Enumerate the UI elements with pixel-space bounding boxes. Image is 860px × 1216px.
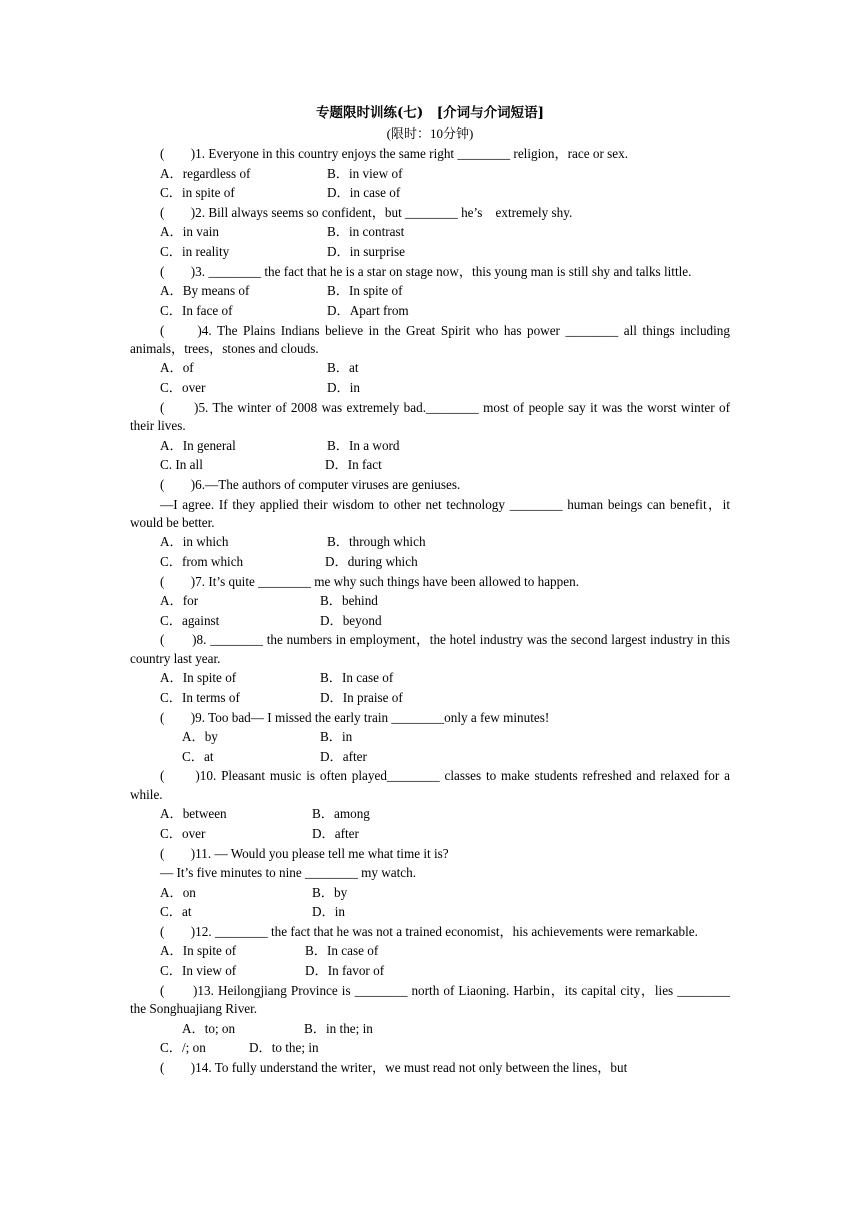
option-row	[130, 824, 730, 844]
question-stem: ( )5. The winter of 2008 was extremely bad.________ most of people say it was the worst winter of their lives.	[130, 399, 730, 434]
option-a[interactable]: A．in which	[160, 534, 229, 550]
question-11	[130, 845, 730, 922]
option-b[interactable]: B．in view of	[327, 165, 403, 181]
option-d[interactable]: D．in	[327, 379, 360, 395]
question-stem: ( )11. — Would you please tell me what time it is?	[160, 845, 449, 861]
question-stem: ( )9. Too bad— I missed the early train ________only a few minutes!	[160, 709, 550, 725]
question-13	[130, 982, 730, 1058]
option-b[interactable]: B．among	[312, 806, 370, 822]
option-row	[130, 552, 730, 572]
option-d[interactable]: D．after	[320, 748, 367, 764]
option-a[interactable]: A．to; on	[182, 1020, 236, 1036]
question-4	[130, 322, 730, 398]
option-c[interactable]: C. In all	[160, 457, 203, 473]
option-row	[130, 591, 730, 611]
option-row	[130, 358, 730, 378]
option-c[interactable]: C．in reality	[160, 243, 230, 259]
question-stem: ( )2. Bill always seems so confident，but ________ he’s extremely shy.	[160, 204, 573, 220]
question-stem: ( )8. ________ the numbers in employment，the hotel industry was the second largest industry in this country last year.	[130, 632, 730, 666]
option-a[interactable]: A．between	[160, 806, 227, 822]
option-row	[130, 747, 730, 767]
option-row	[130, 688, 730, 708]
option-c[interactable]: C．in spite of	[160, 185, 235, 201]
option-row	[130, 301, 730, 321]
question-8	[130, 631, 730, 707]
option-a[interactable]: A．on	[160, 884, 196, 900]
question-12	[130, 923, 730, 981]
option-b[interactable]: B．in the; in	[304, 1020, 373, 1036]
page-title: 专题限时训练(七) [介词与介词短语]	[315, 105, 545, 121]
question-14	[130, 1059, 730, 1077]
question-stem: ( )14. To fully understand the writer，we must read not only between the lines，but	[160, 1059, 628, 1075]
option-a[interactable]: A．In general	[160, 437, 236, 453]
option-row	[130, 611, 730, 631]
question-1	[130, 145, 730, 203]
option-d[interactable]: D．In fact	[325, 457, 382, 473]
option-a[interactable]: A．In spite of	[160, 670, 237, 686]
option-row	[130, 668, 730, 688]
option-row	[130, 455, 730, 475]
question-stem: ( )12. ________ the fact that he was not a trained economist，his achievements were remarkable.	[160, 924, 698, 939]
option-c[interactable]: C．against	[160, 612, 220, 628]
option-d[interactable]: D．in	[312, 904, 345, 920]
question-list	[130, 145, 730, 1077]
option-d[interactable]: D．in surprise	[327, 243, 406, 259]
option-row	[130, 961, 730, 981]
option-row	[130, 378, 730, 398]
question-stem: ( )3. ________ the fact that he is a star on stage now，this young man is still shy and talks little.	[160, 263, 692, 279]
exercise-page	[130, 102, 730, 1077]
option-d[interactable]: D．beyond	[320, 612, 382, 628]
option-a[interactable]: A．by	[182, 729, 218, 745]
question-reply: — It’s five minutes to nine ________ my watch.	[160, 865, 417, 881]
option-c[interactable]: C．In view of	[160, 963, 237, 978]
option-row	[130, 281, 730, 301]
page-subtitle: (限时：10分钟)	[386, 126, 474, 141]
option-a[interactable]: A．of	[160, 360, 194, 376]
option-c[interactable]: C．from which	[160, 553, 244, 569]
question-stem: ( )7. It’s quite ________ me why such things have been allowed to happen.	[160, 573, 579, 589]
option-row	[130, 222, 730, 242]
option-d[interactable]: D．to the; in	[249, 1040, 319, 1056]
question-3	[130, 263, 730, 321]
option-d[interactable]: D．in case of	[327, 185, 401, 201]
question-5	[130, 399, 730, 475]
option-row	[130, 164, 730, 184]
option-row	[130, 1019, 730, 1039]
question-9	[130, 709, 730, 767]
question-stem: ( )1. Everyone in this country enjoys the same right ________ religion，race or sex.	[160, 146, 629, 162]
option-c[interactable]: C．over	[160, 825, 206, 841]
option-b[interactable]: B．in	[320, 729, 353, 745]
option-a[interactable]: A．for	[160, 593, 199, 609]
option-c[interactable]: C．In face of	[160, 302, 233, 318]
option-a[interactable]: A．By means of	[160, 283, 250, 299]
option-d[interactable]: D．after	[312, 825, 359, 841]
option-a[interactable]: A．In spite of	[160, 943, 237, 959]
option-row	[130, 242, 730, 262]
option-row	[130, 941, 730, 961]
option-row	[130, 436, 730, 456]
question-10	[130, 767, 730, 843]
option-d[interactable]: D．during which	[325, 553, 418, 569]
option-c[interactable]: C．over	[160, 379, 206, 395]
question-stem: ( )4. The Plains Indians believe in the Great Spirit who has power ________ all things including animals，trees，stones and clouds.	[130, 322, 730, 356]
option-b[interactable]: B．In case of	[305, 943, 379, 959]
option-row	[130, 727, 730, 747]
option-c[interactable]: C．/; on	[160, 1040, 206, 1056]
option-b[interactable]: B．In case of	[320, 670, 394, 686]
option-b[interactable]: B．at	[327, 360, 359, 376]
option-row	[130, 804, 730, 824]
question-7	[130, 573, 730, 631]
option-a[interactable]: A．in vain	[160, 224, 219, 240]
option-b[interactable]: B．through which	[327, 534, 426, 550]
question-6	[130, 476, 730, 572]
question-stem: ( )10. Pleasant music is often played________ classes to make students refreshed and relaxed for a while.	[130, 768, 730, 802]
option-row	[130, 532, 730, 552]
option-row	[130, 183, 730, 203]
option-row	[130, 902, 730, 922]
option-c[interactable]: C．at	[182, 748, 214, 764]
option-b[interactable]: B．behind	[320, 593, 378, 609]
option-b[interactable]: B．In a word	[327, 437, 400, 453]
option-a[interactable]: A．regardless of	[160, 165, 251, 181]
option-c[interactable]: C．at	[160, 904, 192, 920]
option-d[interactable]: D．Apart from	[327, 302, 409, 318]
question-stem: ( )13. Heilongjiang Province is ________ north of Liaoning. Harbin，its capital city，lies ________ the Songhuajiang River.	[130, 982, 730, 1017]
option-d[interactable]: D．In praise of	[320, 689, 403, 705]
question-2	[130, 204, 730, 262]
option-c[interactable]: C．In terms of	[160, 689, 240, 705]
question-reply: —I agree. If they applied their wisdom to other net technology ________ human beings can benefit，it would be better.	[130, 496, 730, 530]
option-row	[130, 1038, 730, 1058]
option-b[interactable]: B．in contrast	[327, 224, 405, 240]
option-b[interactable]: B．by	[312, 884, 348, 900]
question-stem: ( )6.—The authors of computer viruses are geniuses.	[160, 476, 461, 492]
option-row	[130, 883, 730, 903]
option-b[interactable]: B．In spite of	[327, 283, 403, 299]
option-d[interactable]: D．In favor of	[305, 963, 385, 978]
